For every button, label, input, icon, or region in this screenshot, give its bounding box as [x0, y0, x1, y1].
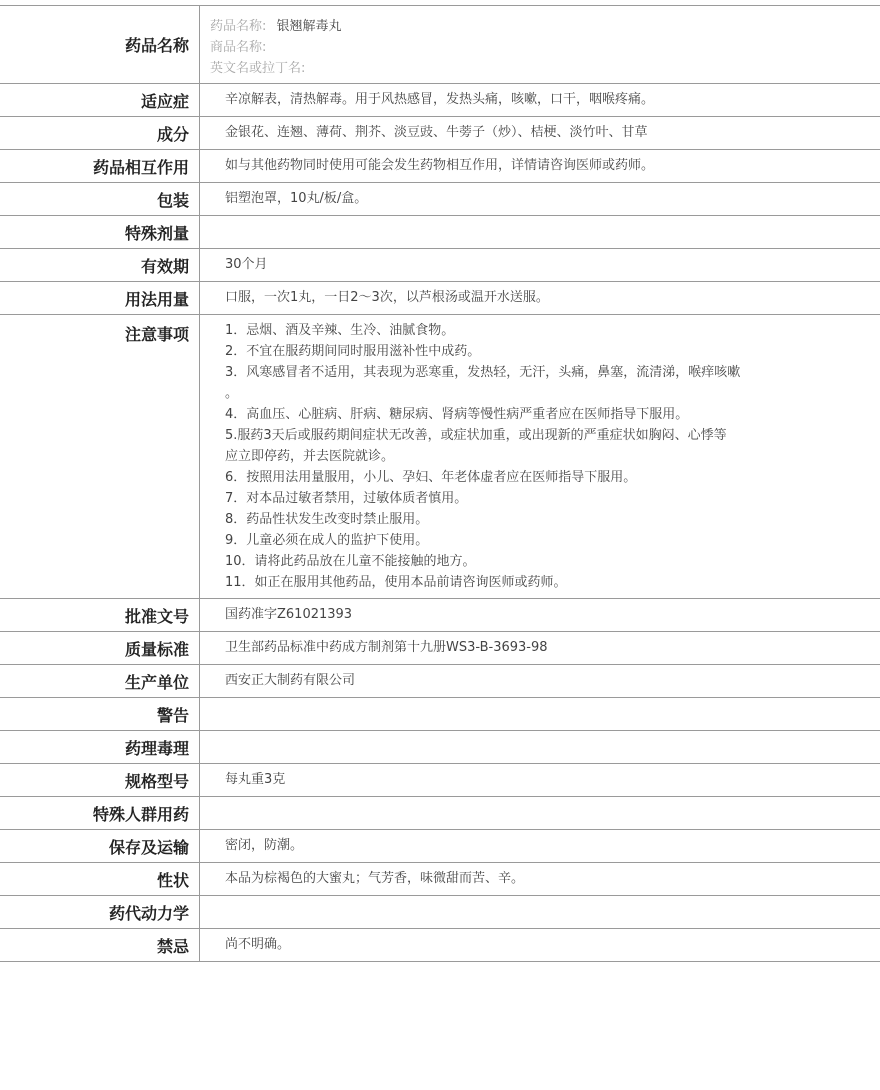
warning-value: [200, 698, 880, 730]
row-precautions: [0, 315, 880, 599]
precaution-line: 8．药品性状发生改变时禁止服用。: [225, 512, 429, 527]
pharmacokinetics-label: 药代动力学: [0, 896, 200, 928]
toxicology-value: [200, 731, 880, 763]
row-pharmacokinetics: [0, 896, 880, 929]
trade-name-line: [210, 37, 870, 58]
row-quality-standard: [0, 632, 880, 665]
approval-no-value: 国药准字Z61021393: [225, 607, 353, 622]
row-usage: [0, 282, 880, 315]
pharmacokinetics-value: [200, 896, 880, 928]
warning-label: 警告: [0, 698, 200, 730]
interactions-value: 如与其他药物同时使用可能会发生药物相互作用，详情请咨询医师或药师。: [225, 158, 655, 173]
precaution-line: 3．风寒感冒者不适用，其表现为恶寒重，发热轻，无汗，头痛，鼻塞，流清涕，喉痒咳嗽: [225, 365, 741, 380]
interactions-label: 药品相互作用: [0, 150, 200, 182]
row-toxicology: [0, 731, 880, 764]
row-manufacturer: [0, 665, 880, 698]
precaution-line: 。: [225, 386, 239, 401]
storage-value: 密闭，防潮。: [225, 838, 304, 853]
precaution-line: 7．对本品过敏者禁用，过敏体质者慎用。: [225, 491, 468, 506]
shelf-life-label: 有效期: [0, 249, 200, 281]
drug-name-values: [200, 6, 880, 83]
manufacturer-value: 西安正大制药有限公司: [225, 673, 356, 688]
generic-name-key: 药品名称:: [210, 19, 267, 34]
row-approval-no: [0, 599, 880, 632]
precaution-line: 1．忌烟、酒及辛辣、生冷、油腻食物。: [225, 323, 455, 338]
contraindications-value: 尚不明确。: [225, 937, 291, 952]
row-interactions: [0, 150, 880, 183]
quality-standard-value: 卫生部药品标准中药成方制剂第十九册WS3-B-3693-98: [225, 640, 548, 655]
latin-name-key: 英文名或拉丁名:: [210, 61, 306, 76]
row-drug-name: [0, 6, 880, 84]
special-population-label: 特殊人群用药: [0, 797, 200, 829]
drug-info-table: [0, 5, 880, 962]
precaution-line: 2．不宜在服药期间同时服用滋补性中成药。: [225, 344, 481, 359]
precaution-line: 9．儿童必须在成人的监护下使用。: [225, 533, 429, 548]
packaging-label: 包装: [0, 183, 200, 215]
row-specification: [0, 764, 880, 797]
row-packaging: [0, 183, 880, 216]
drug-name-label: 药品名称: [0, 6, 200, 83]
row-special-dosage: [0, 216, 880, 249]
special-population-value: [200, 797, 880, 829]
row-properties: [0, 863, 880, 896]
precautions-list: [200, 315, 880, 598]
precaution-line: 5.服药3天后或服药期间症状无改善，或症状加重，或出现新的严重症状如胸闷、心悸等: [225, 428, 727, 443]
shelf-life-value: 30个月: [225, 257, 268, 272]
row-shelf-life: [0, 249, 880, 282]
ingredients-value: 金银花、连翘、薄荷、荆芥、淡豆豉、牛蒡子（炒）、桔梗、淡竹叶、甘草: [225, 125, 648, 140]
row-storage: [0, 830, 880, 863]
usage-label: 用法用量: [0, 282, 200, 314]
manufacturer-label: 生产单位: [0, 665, 200, 697]
contraindications-label: 禁忌: [0, 929, 200, 961]
specification-value: 每丸重3克: [225, 772, 286, 787]
precaution-line: 11．如正在服用其他药品，使用本品前请咨询医师或药师。: [225, 575, 567, 590]
quality-standard-label: 质量标准: [0, 632, 200, 664]
generic-name-value: 银翘解毒丸: [276, 19, 342, 34]
row-warning: [0, 698, 880, 731]
precautions-label: 注意事项: [0, 315, 200, 598]
precaution-line: 6．按照用法用量服用，小儿、孕妇、年老体虚者应在医师指导下服用。: [225, 470, 637, 485]
approval-no-label: 批准文号: [0, 599, 200, 631]
precaution-line: 应立即停药，并去医院就诊。: [225, 449, 395, 464]
properties-label: 性状: [0, 863, 200, 895]
toxicology-label: 药理毒理: [0, 731, 200, 763]
indications-label: 适应症: [0, 84, 200, 116]
packaging-value: 铝塑泡罩，10丸/板/盒。: [225, 191, 368, 206]
properties-value: 本品为棕褐色的大蜜丸；气芳香，味微甜而苦、辛。: [225, 871, 525, 886]
precaution-line: 10．请将此药品放在儿童不能接触的地方。: [225, 554, 476, 569]
storage-label: 保存及运输: [0, 830, 200, 862]
latin-name-line: [210, 58, 870, 79]
generic-name-line: [210, 16, 870, 37]
precaution-line: 4．高血压、心脏病、肝病、糖尿病、肾病等慢性病严重者应在医师指导下服用。: [225, 407, 689, 422]
ingredients-label: 成分: [0, 117, 200, 149]
trade-name-key: 商品名称:: [210, 40, 267, 55]
row-special-population: [0, 797, 880, 830]
usage-value: 口服，一次1丸，一日2～3次，以芦根汤或温开水送服。: [225, 290, 549, 305]
row-contraindications: [0, 929, 880, 962]
special-dosage-value: [200, 216, 880, 248]
special-dosage-label: 特殊剂量: [0, 216, 200, 248]
specification-label: 规格型号: [0, 764, 200, 796]
row-indications: [0, 84, 880, 117]
indications-value: 辛凉解表，清热解毒。用于风热感冒，发热头痛，咳嗽，口干，咽喉疼痛。: [225, 92, 655, 107]
row-ingredients: [0, 117, 880, 150]
